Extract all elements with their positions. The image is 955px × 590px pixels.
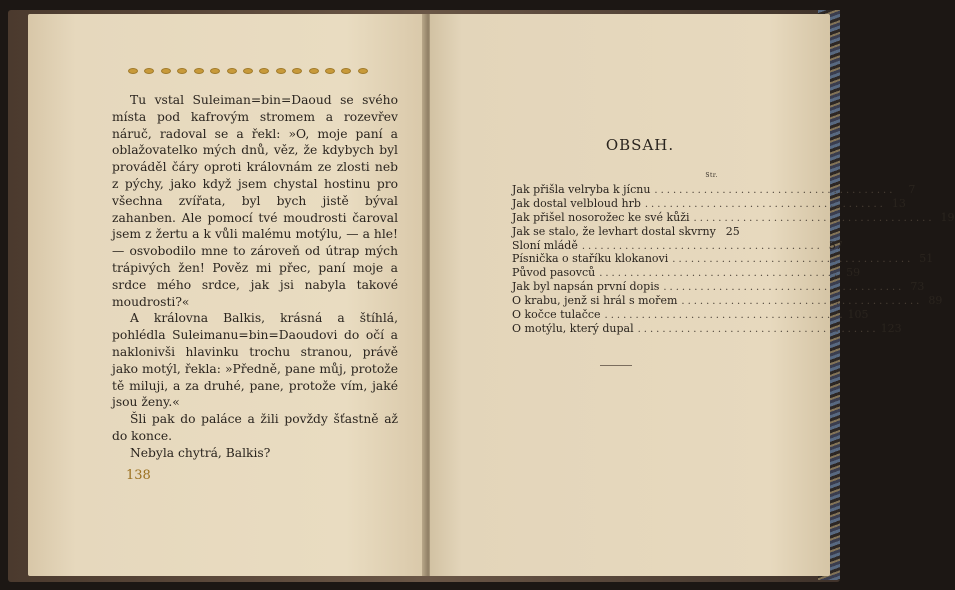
toc-entry-title: O motýlu, který dupal [512,321,634,335]
story-text [112,92,398,462]
toc-entry-page: 123 [880,321,902,335]
toc-entry-title: Jak dostal velbloud hrb [512,196,641,210]
toc-entry-page: 25 [725,224,740,238]
toc-entry-title: Jak byl napsán první dopis [512,280,660,294]
toc-column-label: Str. [705,172,718,179]
toc-entry[interactable] [512,196,906,211]
toc-entry-page: 37 [828,238,843,252]
toc-leader: ....................................... [644,198,886,210]
toc-entry[interactable] [512,294,943,308]
toc-leader: ....................................... [604,310,846,322]
ornament-border [128,64,368,78]
toc-entry-page: 105 [847,308,869,322]
toc-entry[interactable] [512,280,925,294]
paragraph: Nebyla chytrá, Balkis? [130,445,271,460]
toc-entry[interactable] [512,238,843,253]
toc-entry[interactable] [512,252,934,266]
paragraph: Tu vstal Suleiman=bin=Daoud se svého místa pod kafrovým stromem a rozevřev náruč, radoval se a řekl: »O, moje paní a oblažovatelko mých dnů, věz, že kdybych byl prováděl čáry oproti královnám ze zlosti neb z pýchy, jako když jsem chystal hostinu pro všechna zvířata, byl bych jistě býval zahanben. Ale pomocí tvé moudrosti čaroval jsem z žertu a k vůli malému motýlu, — a hle! — osvobodilo mne to zároveň od útrap mých trápivých žen! Pověz mi přec, paní moje a srdce mého srdce, jak jsi nabyla takové moudrosti?« [112,93,398,309]
toc-entry-title: O kočce tulačce [512,308,601,322]
toc-list [512,183,955,336]
toc-entry[interactable] [512,321,902,336]
toc-entry-title: O krabu, jenž si hrál s mořem [512,294,678,308]
toc-leader: ....................................... [654,185,896,196]
toc-entry[interactable] [512,224,740,239]
toc-entry-page: 89 [928,294,943,308]
toc-entry-title: Jak přišla velryba k jícnu [512,183,651,196]
toc-entry-title: Jak se stalo, že levhart dostal skvrny [512,224,716,238]
toc-leader: ....................................... [637,323,879,335]
divider [600,365,632,366]
toc-title: OBSAH. [605,136,675,154]
toc-leader: ....................................... [663,282,905,294]
toc-entry-page: 51 [919,252,934,266]
toc-leader: ....................................... [681,296,923,308]
toc-entry-page: 13 [891,196,906,210]
toc-entry[interactable] [512,183,916,197]
toc-entry-title: Původ pasovců [512,266,596,280]
toc-entry-page: 73 [910,280,925,294]
paragraph: A královna Balkis, krásná a štíhlá, pohlédla Suleimanu=bin=Daoudovi do očí a naklonivši hlavinku trochu stranou, právě jako motýl, řekla: »Předně, pane můj, protože tě miluji, a za druhé, pane, protože vím, jaké jsou ženy.« [112,311,398,410]
toc-leader: ....................................... [693,212,935,224]
paragraph: Šli pak do paláce a žili povždy šťastně až do konce. [112,412,398,443]
toc-entry-title: Jak přišel nosorožec ke své kůži [512,210,690,224]
page-number: 138 [126,468,151,483]
toc-leader: ....................................... [599,268,841,280]
right-page [430,14,955,576]
toc-entry-title: Sloní mládě [512,238,578,252]
left-page [28,14,426,576]
toc-entry[interactable] [512,308,869,322]
toc-entry-page: 59 [846,266,861,280]
toc-entry[interactable] [512,210,955,225]
toc-entry[interactable] [512,266,861,280]
toc-leader: ....................................... [672,254,914,266]
toc-entry-page: 7 [908,183,916,196]
toc-leader: ....................................... [581,240,823,252]
toc-entry-page: 19 [940,210,955,224]
toc-entry-title: Písnička o staříku klokanovi [512,252,669,266]
